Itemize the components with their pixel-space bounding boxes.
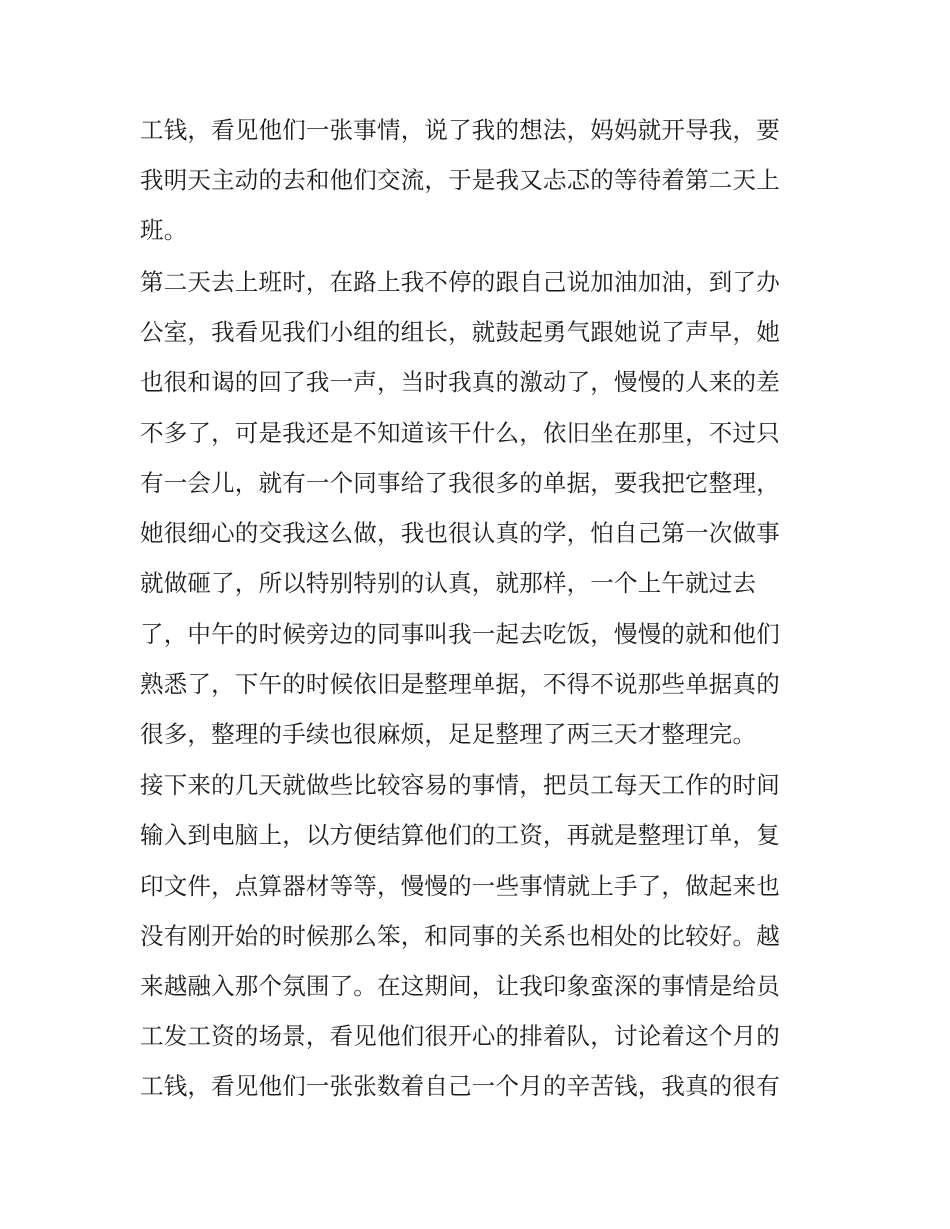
text-line: 来越融入那个氛围了。在这期间，让我印象蛮深的事情是给员 <box>140 972 780 1000</box>
text-line: 工钱，看见他们一张事情，说了我的想法，妈妈就开导我，要 <box>140 116 780 144</box>
text-line: 熟悉了，下午的时候依旧是整理单据，不得不说那些单据真的 <box>140 670 780 698</box>
text-line: 印文件，点算器材等等，慢慢的一些事情就上手了，做起来也 <box>140 872 780 900</box>
text-line: 班。 <box>140 216 188 244</box>
text-line: 第二天去上班时，在路上我不停的跟自己说加油加油，到了办 <box>140 268 780 296</box>
text-line: 了，中午的时候旁边的同事叫我一起去吃饭，慢慢的就和他们 <box>140 620 780 648</box>
text-line: 也很和谒的回了我一声，当时我真的激动了，慢慢的人来的差 <box>140 368 780 396</box>
text-line: 很多，整理的手续也很麻烦，足足整理了两三天才整理完。 <box>140 720 757 748</box>
text-line: 没有刚开始的时候那么笨，和同事的关系也相处的比较好。越 <box>140 922 780 950</box>
text-line: 输入到电脑上，以方便结算他们的工资，再就是整理订单，复 <box>140 821 780 849</box>
text-line: 不多了，可是我还是不知道该干什么，依旧坐在那里，不过只 <box>140 419 780 447</box>
text-line: 接下来的几天就做些比较容易的事情，把员工每天工作的时间 <box>140 771 780 799</box>
text-line: 她很细心的交我这么做，我也很认真的学，怕自己第一次做事 <box>140 519 780 547</box>
text-line: 工发工资的场景，看见他们很开心的排着队，讨论着这个月的 <box>140 1022 780 1050</box>
text-line: 我明天主动的去和他们交流，于是我又忐忑的等待着第二天上 <box>140 166 780 194</box>
text-line: 就做砸了，所以特别特别的认真，就那样，一个上午就过去 <box>140 569 757 597</box>
text-line: 有一会儿，就有一个同事给了我很多的单据，要我把它整理， <box>140 469 780 497</box>
text-line: 公室，我看见我们小组的组长，就鼓起勇气跟她说了声早，她 <box>140 318 780 346</box>
text-line: 工钱，看见他们一张张数着自己一个月的辛苦钱，我真的很有 <box>140 1072 780 1100</box>
